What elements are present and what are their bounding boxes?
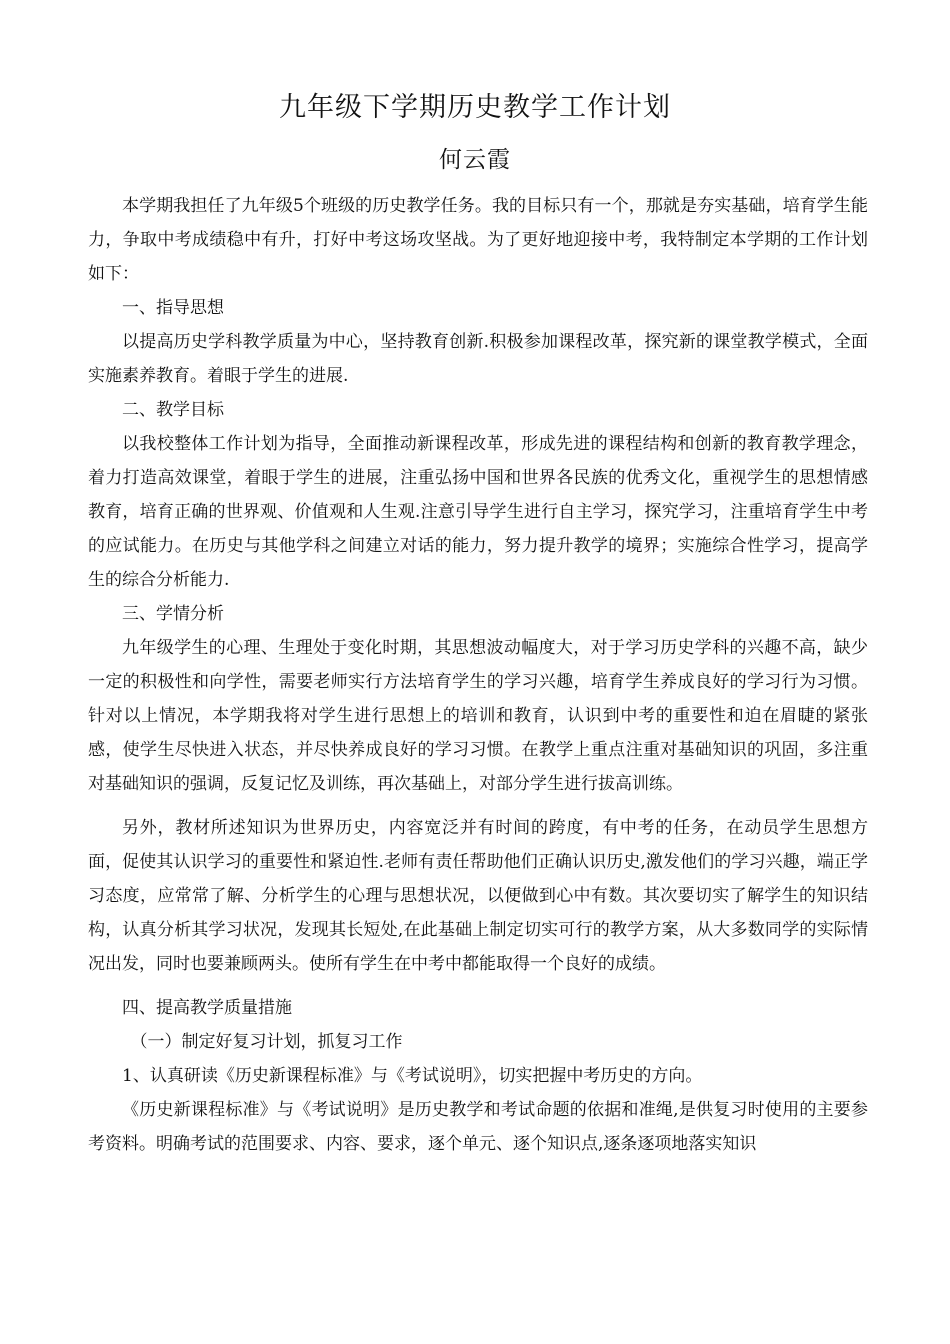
document-author: 何云霞 xyxy=(439,147,511,173)
document-body xyxy=(88,189,868,1161)
section-heading-student-analysis: 三、学情分析 xyxy=(122,604,224,624)
section-heading-quality-measures: 四、提高教学质量措施 xyxy=(122,998,292,1018)
subsection-heading-review-plan: （一）制定好复习计划，抓复习工作 xyxy=(130,1032,403,1052)
paragraph-curriculum-standards: 《历史新课程标准》与《考试说明》是历史教学和考试命题的依据和准绳,是供复习时使用的主要参考资料。明确考试的范围要求、内容、要求，逐个单元、逐个知识点,逐条逐项地落实知识 xyxy=(88,1100,868,1154)
section-heading-teaching-goals: 二、教学目标 xyxy=(122,400,224,420)
section-paragraph-teaching-goals: 以我校整体工作计划为指导，全面推动新课程改革，形成先进的课程结构和创新的教育教学理念，着力打造高效课堂，着眼于学生的进展，注重弘扬中国和世界各民族的优秀文化，重视学生的思想情感教育，培育正确的世界观、价值观和人生观.注意引导学生进行自主学习，探究学习，注重培育学生中考的应试能力。在历史与其他学科之间建立对话的能力，努力提升教学的境界；实施综合性学习，提高学生的综合分析能力. xyxy=(88,434,868,590)
list-item-curriculum-standards: 1、认真研读《历史新课程标准》与《考试说明》，切实把握中考历史的方向。 xyxy=(122,1066,703,1086)
intro-paragraph: 本学期我担任了九年级5个班级的历史教学任务。我的目标只有一个，那就是夯实基础，培育学生能力，争取中考成绩稳中有升，打好中考这场攻坚战。为了更好地迎接中考，我特制定本学期的工作计划如下： xyxy=(88,196,868,284)
section-paragraph-student-analysis-1: 九年级学生的心理、生理处于变化时期，其思想波动幅度大，对于学习历史学科的兴趣不高，缺少一定的积极性和向学性，需要老师实行方法培育学生的学习兴趣，培育学生养成良好的学习行为习惯。针对以上情况，本学期我将对学生进行思想上的培训和教育，认识到中考的重要性和迫在眉睫的紧张感，使学生尽快进入状态，并尽快养成良好的学习习惯。在教学上重点注重对基础知识的巩固，多注重对基础知识的强调，反复记忆及训练，再次基础上，对部分学生进行拔高训练。 xyxy=(88,638,868,794)
section-paragraph-guiding-ideology: 以提高历史学科教学质量为中心，坚持教育创新.积极参加课程改革，探究新的课堂教学模式，全面实施素养教育。着眼于学生的进展. xyxy=(88,332,868,386)
section-heading-guiding-ideology: 一、指导思想 xyxy=(122,298,224,318)
document-title: 九年级下学期历史教学工作计划 xyxy=(279,92,671,123)
section-paragraph-student-analysis-2: 另外，教材所述知识为世界历史，内容宽泛并有时间的跨度，有中考的任务，在动员学生思想方面，促使其认识学习的重要性和紧迫性.老师有责任帮助他们正确认识历史,激发他们的学习兴趣，端正学习态度，应常常了解、分析学生的心理与思想状况，以便做到心中有数。其次要切实了解学生的知识结构，认真分析其学习状况，发现其长短处,在此基础上制定切实可行的教学方案，从大多数同学的实际情况出发，同时也要兼顾两头。使所有学生在中考中都能取得一个良好的成绩。 xyxy=(88,818,868,974)
